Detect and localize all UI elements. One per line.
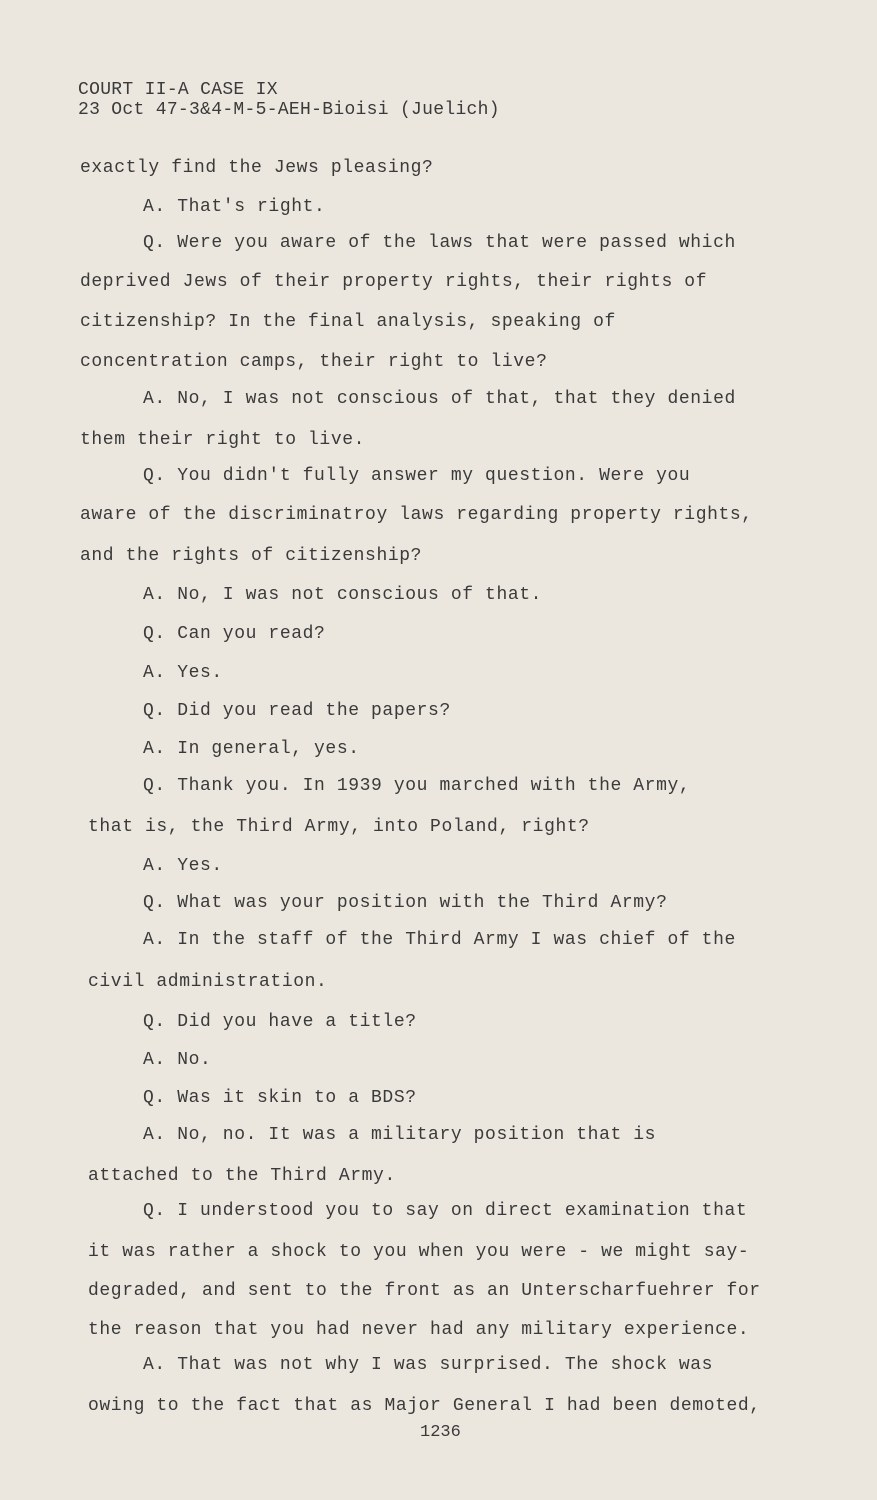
transcript-line: Q. Did you have a title? [143, 1012, 417, 1032]
transcript-line: Q. You didn't fully answer my question. Were you [143, 466, 691, 486]
case-header [78, 80, 500, 120]
transcript-line: them their right to live. [80, 430, 366, 450]
page-number: 1236 [420, 1423, 461, 1442]
transcript-line: Q. Can you read? [143, 624, 326, 644]
transcript-line: Q. Were you aware of the laws that were passed which [143, 233, 736, 253]
transcript-line: citizenship? In the final analysis, speaking of [80, 312, 616, 332]
header-court-line: COURT II-A CASE IX [78, 80, 278, 100]
transcript-line: Q. What was your position with the Third Army? [143, 893, 668, 913]
transcript-line: A. Yes. [143, 856, 223, 876]
transcript-line: Q. Was it skin to a BDS? [143, 1088, 417, 1108]
transcript-line: aware of the discriminatroy laws regarding property rights, [80, 505, 753, 525]
transcript-line: that is, the Third Army, into Poland, right? [88, 817, 590, 837]
transcript-line: Q. I understood you to say on direct examination that [143, 1201, 748, 1221]
transcript-line: civil administration. [88, 972, 328, 992]
transcript-line: deprived Jews of their property rights, their rights of [80, 272, 708, 292]
transcript-line: A. In general, yes. [143, 739, 360, 759]
transcript-line: A. No, I was not conscious of that. [143, 585, 543, 605]
transcript-line: exactly find the Jews pleasing? [80, 158, 434, 178]
transcript-line: the reason that you had never had any military experience. [88, 1320, 750, 1340]
transcript-line: and the rights of citizenship? [80, 546, 423, 566]
transcript-line: A. That was not why I was surprised. The shock was [143, 1355, 714, 1375]
header-date-line: 23 Oct 47-3&4-M-5-AEH-Bioisi (Juelich) [78, 100, 500, 120]
transcript-line: owing to the fact that as Major General I had been demoted, [88, 1396, 761, 1416]
transcript-line: A. No. [143, 1050, 212, 1070]
transcript-line: degraded, and sent to the front as an Unterscharfuehrer for [88, 1281, 761, 1301]
transcript-line: A. That's right. [143, 197, 326, 217]
transcript-line: it was rather a shock to you when you were - we might say- [88, 1242, 750, 1262]
transcript-line: A. In the staff of the Third Army I was chief of the [143, 930, 736, 950]
transcript-line: A. Yes. [143, 663, 223, 683]
transcript-line: A. No, I was not conscious of that, that they denied [143, 389, 736, 409]
transcript-line: A. No, no. It was a military position that is [143, 1125, 657, 1145]
transcript-line: concentration camps, their right to live? [80, 352, 548, 372]
transcript-line: Q. Thank you. In 1939 you marched with the Army, [143, 776, 691, 796]
transcript-line: Q. Did you read the papers? [143, 701, 451, 721]
transcript-line: attached to the Third Army. [88, 1166, 396, 1186]
